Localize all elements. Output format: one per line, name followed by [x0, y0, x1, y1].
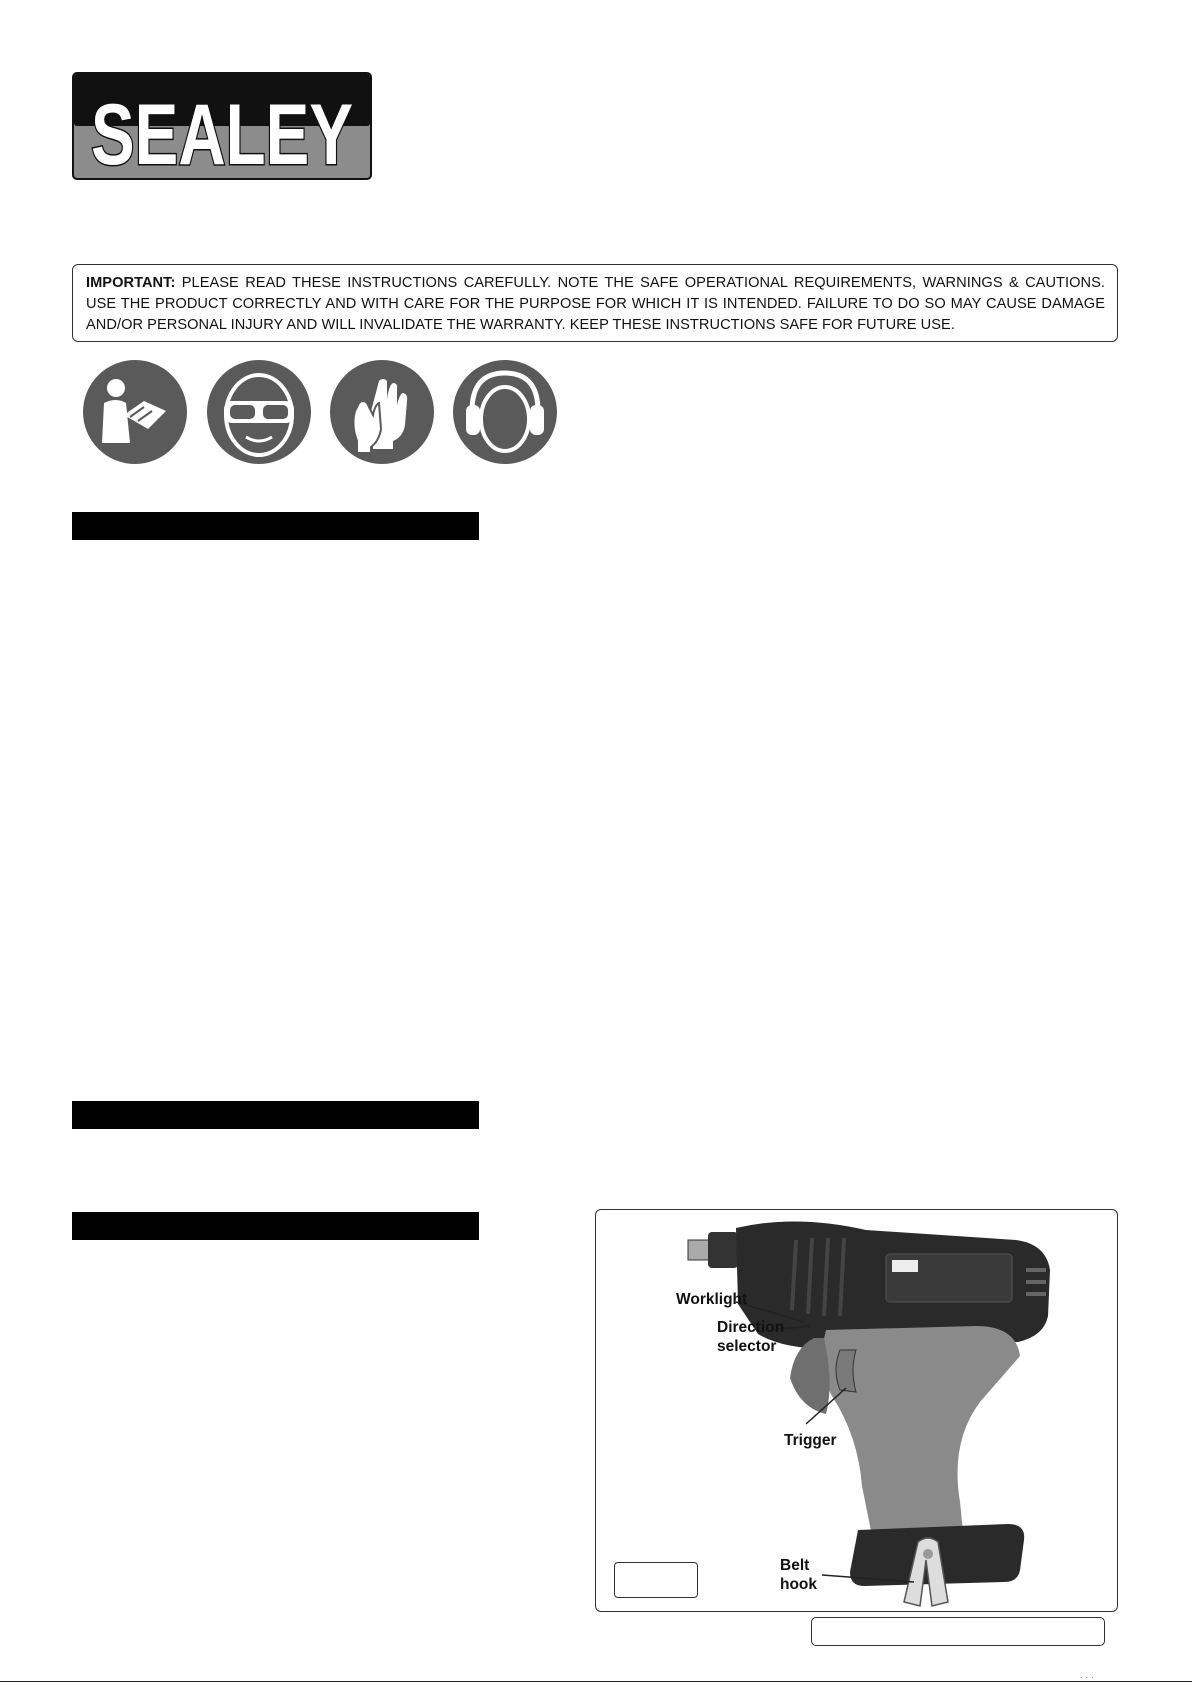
figure-caption-box [811, 1617, 1105, 1646]
figure-number-box [614, 1562, 698, 1598]
sealey-logo [72, 72, 372, 183]
section-header-bar-1 [72, 512, 479, 540]
callout-direction-selector: Direction selector [717, 1319, 785, 1355]
notice-text: PLEASE READ THESE INSTRUCTIONS CAREFULLY. NOTE THE SAFE OPERATIONAL REQUIREMENTS, WARNINGS & CAUTIONS. USE THE PRODUCT CORRECTLY AND WITH CARE FOR THE PURPOSE FOR WHICH IT IS INTENDED. FAILURE TO DO SO MAY CAUSE DAMAGE AND/OR PERSONAL INJURY AND WILL INVALIDATE THE WARRANTY. KEEP THESE INSTRUCTIONS SAFE FOR FUTURE USE. [86, 275, 1105, 333]
impact-driver-illustration [596, 1210, 1119, 1613]
footer-fragment: · · · [1080, 1672, 1094, 1682]
safety-goggles-icon [206, 359, 312, 465]
callout-trigger: Trigger [784, 1432, 837, 1449]
footer-rule [0, 1681, 1192, 1682]
read-manual-icon [82, 359, 188, 465]
important-notice [72, 264, 1118, 342]
product-figure [595, 1209, 1118, 1612]
callout-worklight: Worklight [676, 1291, 748, 1308]
notice-label: IMPORTANT: [86, 275, 176, 291]
gloves-icon [329, 359, 435, 465]
section-header-bar-2 [72, 1101, 479, 1129]
ear-protection-icon [452, 359, 558, 465]
section-header-bar-3 [72, 1212, 479, 1240]
svg-text:SEALEY: SEALEY [91, 87, 353, 183]
callout-belt-hook: Belt hook [780, 1557, 818, 1593]
